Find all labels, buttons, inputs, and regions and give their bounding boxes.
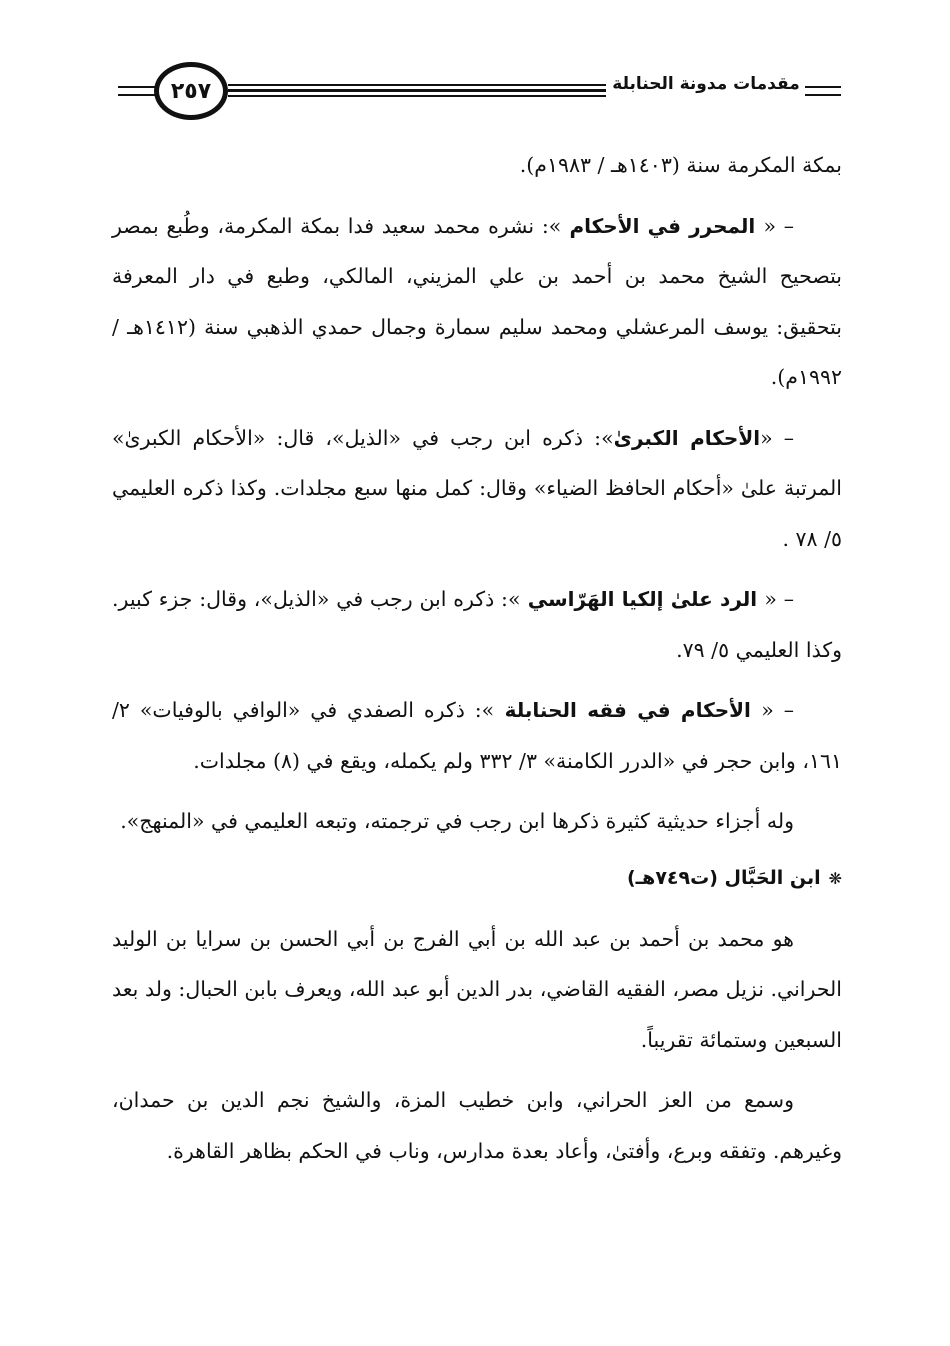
- paragraph: [112, 140, 842, 191]
- entry-text: »: ذكره ابن رجب في «الذيل»، وقال: جزء كبير. وكذا العليمي ٥/ ٧٩.: [112, 587, 842, 662]
- bio-paragraph: [112, 1075, 842, 1176]
- book-title: المحرر في الأحكام: [561, 213, 764, 238]
- book-entry: [112, 413, 842, 565]
- paragraph-text: وله أجزاء حديثية كثيرة ذكرها ابن رجب في ترجمته، وتبعه العليمي في «المنهج».: [120, 809, 794, 833]
- header-rule: [805, 94, 841, 96]
- page-number: ٢٥٧: [170, 78, 212, 104]
- paragraph-text: بمكة المكرمة سنة (١٤٠٣هـ / ١٩٨٣م).: [519, 153, 842, 177]
- page-body: [112, 140, 842, 1176]
- book-entry: [112, 685, 842, 786]
- section-heading: [112, 853, 842, 904]
- header-rule: [228, 84, 606, 86]
- header-rule: [228, 89, 606, 92]
- running-title: مقدمات مدونة الحنابلة: [612, 74, 800, 94]
- book-title: الرد علىٰ إلكيا الهَرّاسي: [520, 587, 765, 611]
- book-entry: [112, 574, 842, 675]
- entry-prefix: – «: [764, 587, 795, 611]
- paragraph-text: هو محمد بن أحمد بن عبد الله بن أبي الفرج بن أبي الحسن بن سرايا بن الوليد الحراني. نزيل مصر، الفقيه القاضي، بدر الدين أبو عبد الله، ويعرف بابن الحبال: ولد بعد السبعين وستمائة تقريباً.: [112, 926, 842, 1052]
- star-ornament-icon: ❋: [828, 868, 842, 888]
- paragraph: [112, 796, 842, 847]
- header-rule: [118, 94, 156, 96]
- header-rule: [805, 86, 841, 88]
- bio-paragraph: [112, 914, 842, 1066]
- entry-prefix: – «: [763, 213, 794, 238]
- entry-text: »: ذكره الصفدي في «الوافي بالوفيات» ٢/ ١٦١، وابن حجر في «الدرر الكامنة» ٣/ ٣٣٢ ولم يكمله، ويقع في (٨) مجلدات.: [112, 698, 842, 773]
- entry-text: »: ذكره ابن رجب في «الذيل»، قال: «الأحكام الكبرىٰ» المرتبة علىٰ «أحكام الحافظ الضياء» وقال: كمل منها سبع مجلدات. وكذا ذكره العليمي ٥/ ٧٨ .: [112, 425, 842, 551]
- page-header: [110, 60, 845, 124]
- entry-text: »: نشره محمد سعيد فدا بمكة المكرمة، وطُبع بمصر بتصحيح الشيخ محمد بن أحمد بن علي المزيني، المالكي، وطبع في دار المعرفة بتحقيق: يوسف المرعشلي ومحمد سليم سمارة وجمال حمدي الذهبي سنة (١٤١٢هـ / ١٩٩٢م).: [112, 213, 842, 389]
- book-title: الأحكام في فقه الحنابلة: [494, 698, 762, 722]
- header-rule: [118, 86, 156, 88]
- section-heading-text: ابن الحَبَّال (ت٧٤٩هـ): [626, 866, 821, 889]
- entry-prefix: – «: [760, 425, 795, 450]
- book-entry: [112, 201, 842, 403]
- paragraph-text: وسمع من العز الحراني، وابن خطيب المزة، والشيخ نجم الدين بن حمدان، وغيرهم. وتفقه وبرع، وأفتىٰ، وأعاد بعدة مدارس، وناب في الحكم بظاهر القاهرة.: [112, 1088, 842, 1163]
- book-title: الأحكام الكبرىٰ: [613, 425, 761, 450]
- page-number-oval: [154, 62, 228, 120]
- entry-prefix: – «: [761, 698, 795, 722]
- header-rule: [228, 95, 606, 97]
